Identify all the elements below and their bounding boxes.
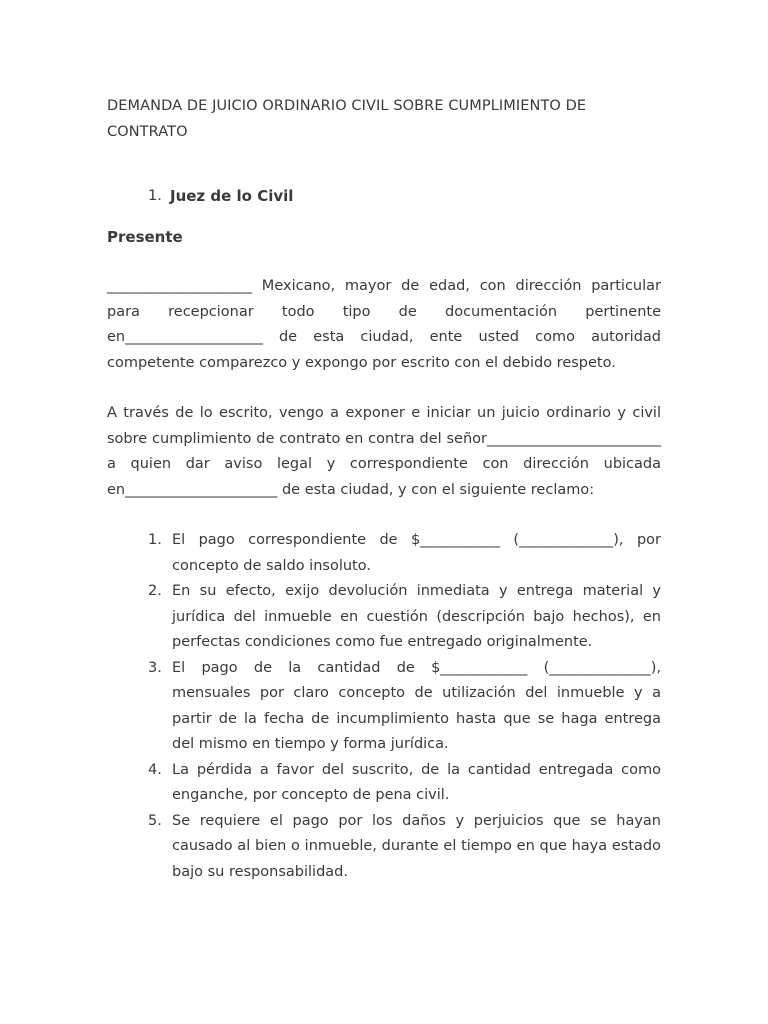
list-item-text: En su efecto, exijo devolución inmediata y entrega material y jurídica del inmueble en cuestión (descripción bajo hechos), en perfectas condiciones como fue entregado originalmente. xyxy=(172,583,661,650)
presente-label: Presente xyxy=(107,228,183,246)
list-item xyxy=(107,809,661,886)
claims-list xyxy=(107,528,661,885)
list-item-number: 3. xyxy=(148,659,162,676)
list-item xyxy=(107,656,661,758)
heading-item xyxy=(107,183,661,209)
document-title: DEMANDA DE JUICIO ORDINARIO CIVIL SOBRE CUMPLIMIENTO DE CONTRATO xyxy=(107,98,587,140)
heading-list xyxy=(107,183,661,209)
list-item-number: 1. xyxy=(148,532,162,548)
list-item-text: El pago correspondiente de $___________ (_____________), por concepto de saldo insoluto. xyxy=(172,532,661,574)
list-item-number: 5. xyxy=(148,812,162,829)
heading-text: Juez de lo Civil xyxy=(170,187,294,205)
heading-number: 1. xyxy=(148,188,162,204)
list-item-number: 2. xyxy=(148,583,162,599)
document-page xyxy=(107,93,661,885)
claim-paragraph: A través de lo escrito, vengo a exponer e iniciar un juicio ordinario y civil sobre cumplimiento de contrato en contra del señor________________________ a quien dar aviso legal y correspondiente con dirección ubicada en_____________________ de esta ciudad, y con el siguiente reclamo: xyxy=(107,405,661,498)
list-item xyxy=(107,758,661,809)
intro-paragraph: ____________________ Mexicano, mayor de edad, con dirección particular para recepcionar todo tipo de documentación pertinente en___________________ de esta ciudad, ente usted como autoridad competente comparezco y expongo por escrito con el debido respeto. xyxy=(107,278,661,371)
list-item-text: La pérdida a favor del suscrito, de la cantidad entregada como enganche, por concepto de pena civil. xyxy=(172,761,661,803)
list-item-text: El pago de la cantidad de $____________ (______________), mensuales por claro concepto de utilización del inmueble y a partir de la fecha de incumplimiento hasta que se haga entrega del mismo en tiempo y forma jurídica. xyxy=(172,659,661,752)
list-item xyxy=(107,528,661,579)
list-item-text: Se requiere el pago por los daños y perjuicios que se hayan causado al bien o inmueble, durante el tiempo en que haya estado bajo su responsabilidad. xyxy=(172,812,661,880)
list-item xyxy=(107,579,661,656)
list-item-number: 4. xyxy=(148,761,162,778)
